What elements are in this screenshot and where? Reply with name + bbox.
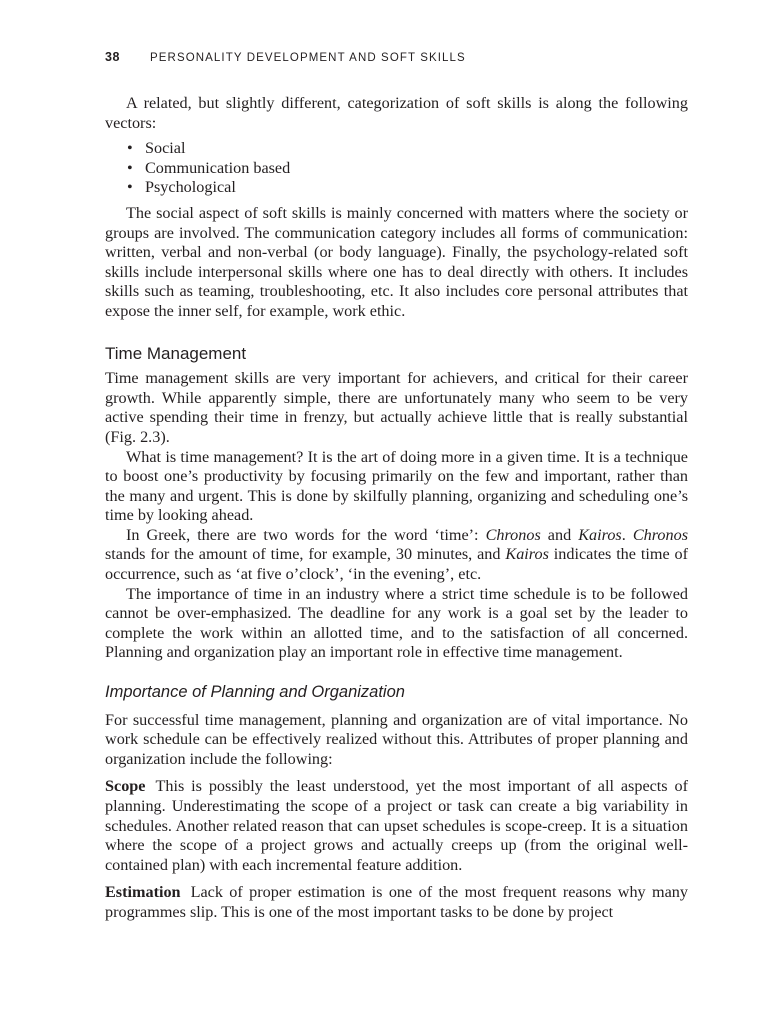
vector-list xyxy=(105,139,688,198)
book-page xyxy=(105,50,688,923)
list-item: • Communication based xyxy=(127,159,688,179)
text-run: indicates the time of occurrence, such as ‘at five o’clock’, ‘in the evening’, etc. xyxy=(105,545,688,584)
intro-paragraph: A related, but slightly different, categorization of soft skills is along the following vectors: xyxy=(105,94,688,132)
term-chronos: Chronos xyxy=(632,525,689,544)
body-text xyxy=(105,94,688,923)
paragraph: What is time management? It is the art of doing more in a given time. It is a technique to boost one’s productivity by focusing primarily on the few and important, rather than the many and urgent. This is done by skilfully planning, organizing and scheduling one’s time by looking ahead. xyxy=(105,447,688,525)
running-title: PERSONALITY DEVELOPMENT AND SOFT SKILLS xyxy=(150,52,466,64)
text-run: In Greek, there are two words for the word ‘time’: xyxy=(126,525,486,544)
scope-paragraph xyxy=(105,777,688,875)
paragraph: The importance of time in an industry where a strict time schedule is to be followed cannot be over-emphasized. The deadline for any work is a goal set by the leader to complete the work within an allotted time, and to the satisfaction of all concerned. Planning and organization play an important role in effective time management. xyxy=(105,584,688,662)
page-number: 38 xyxy=(105,50,120,64)
term-chronos: Chronos xyxy=(485,525,541,544)
run-in-term-scope: Scope xyxy=(105,777,146,796)
section-heading-time-management: Time Management xyxy=(105,343,247,363)
estimation-paragraph xyxy=(105,883,688,922)
text-run: . xyxy=(621,525,633,544)
paragraph: For successful time management, planning and organization are of vital importance. No work schedule can be effectively realized without this. Attributes of proper planning and organization include the following: xyxy=(105,710,688,768)
list-item: • Social xyxy=(127,139,688,159)
term-kairos: Kairos xyxy=(505,545,549,564)
list-item: • Psychological xyxy=(127,178,688,198)
greek-time-paragraph xyxy=(105,526,688,585)
running-head xyxy=(105,50,688,70)
paragraph: Time management skills are very important for achievers, and critical for their career growth. While apparently simple, there are unfortunately many who seem to be very active spending their time in frenzy, but actually achieve little that is really substantial (Fig. 2.3). xyxy=(105,369,688,446)
estimation-text: Lack of proper estimation is one of the most frequent reasons why many programmes slip. This is one of the most important tasks to be done by project xyxy=(105,883,688,921)
text-run: stands for the amount of time, for example, 30 minutes, and xyxy=(105,545,506,564)
scope-text: This is possibly the least understood, yet the most important of all aspects of planning. Underestimating the scope of a project or task can create a big variability in schedules. Another related reason that can upset schedules is scope-creep. It is a situation where the scope of a project grows and actually creeps up (from the original well-contained plan) with each incremental feature addition. xyxy=(105,777,688,874)
term-kairos: Kairos xyxy=(578,525,622,544)
run-in-term-estimation: Estimation xyxy=(105,883,181,902)
text-run: and xyxy=(540,525,579,544)
social-paragraph: The social aspect of soft skills is mainly concerned with matters where the society or groups are involved. The communication category includes all forms of communication: written, verbal and non-verbal (or body language). Finally, the psychology-related soft skills include interpersonal skills where one has to deal directly with others. It includes skills such as teaming, troubleshooting, etc. It also includes core personal attributes that expose the inner self, for example, work ethic. xyxy=(105,203,688,320)
subsection-heading-planning: Importance of Planning and Organization xyxy=(105,683,405,702)
